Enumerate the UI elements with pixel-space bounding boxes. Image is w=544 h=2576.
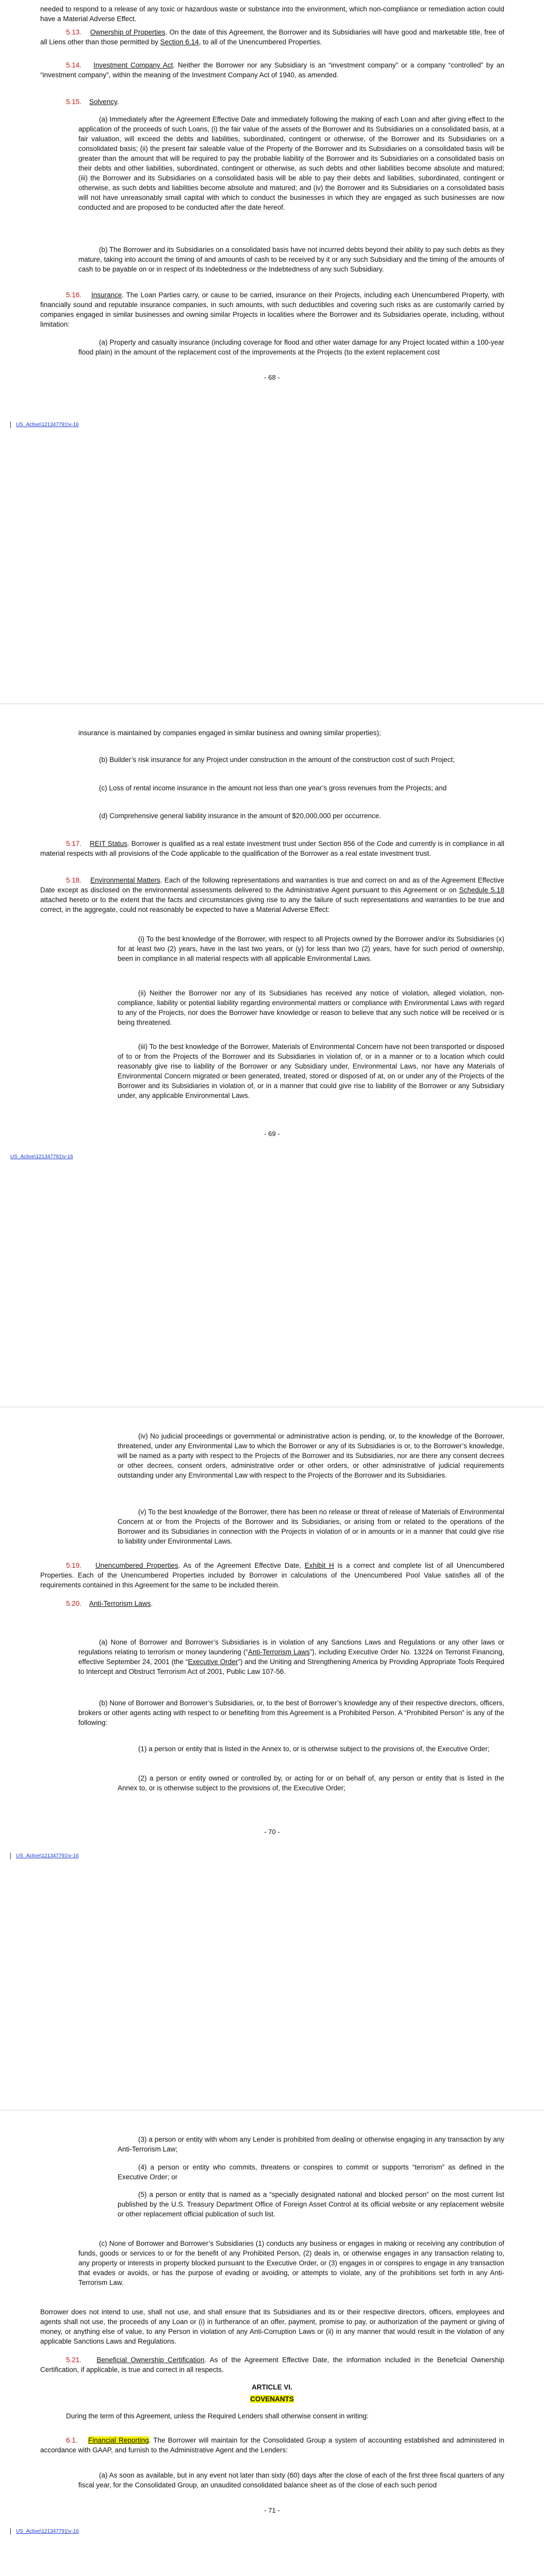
article-heading: ARTICLE VI.	[252, 2383, 292, 2391]
clause-5-15-b: (b) The Borrower and its Subsidiaries on a consolidated basis have not incurred debts beyond their ability to pay such debts as they mature, taking into account the timing of and amounts of cash to be received by it or any such Subsidiary and the timing of the amounts of cash to be payable on or in respect of its Indebtedness or the Indebtedness of any such Subsidiary.	[78, 246, 504, 273]
section-title: Environmental Matters	[90, 876, 160, 884]
clause-continued: insurance is maintained by companies engaged in similar business and owning similar properties);	[78, 729, 381, 737]
footer-doc-id	[10, 2528, 79, 2535]
section-number: 5.14.	[66, 61, 82, 69]
revision-bar	[10, 2528, 11, 2535]
section-reference: Exhibit H	[304, 1562, 334, 1569]
section-title: Unencumbered Properties	[95, 1562, 178, 1569]
section-title: Ownership of Properties	[90, 28, 166, 36]
clause-5-16-b: (b) Builder’s risk insurance for any Project under construction in the amount of the construction cost of such Project;	[99, 756, 455, 764]
clause-5-18-iv: (iv) No judicial proceedings or governmental or administrative action is pending, or, to the knowledge of the Borrower, threatened, under any Environmental Law to which the Borrower or any of its Subsidiaries is or, to the Borrower’s knowledge, will be named as a party with respect to the Projects of the Borrower and its Subsidiaries, nor are there any consent decrees or other decrees, consent orders, administrative order or other orders, or other administrative of judicial requirements outstanding under any Environmental Law with respect to the Projects of the Borrower and its Subsidiaries.	[118, 1432, 504, 1479]
section-title: Anti-Terrorism Laws	[89, 1600, 151, 1607]
footer-doc-id	[10, 1154, 73, 1160]
clause-5-20-b: (b) None of Borrower and Borrower’s Subsidiaries, or, to the best of Borrower’s knowledge any of their respective directors, officers, brokers or other agents acting with respect to or benefiting from this Agreement is a Prohibited Person. A “Prohibited Person” is any of the following:	[78, 1699, 504, 1726]
clause-5-18-i: (i) To the best knowledge of the Borrower, with respect to all Projects owned by the Borrower and/or its Subsidiaries (x) for at least two (2) years, have in the last two years, or (y) for less than two (2) years, have for such period of ownership, been in compliance in all material respects with all applicable Environmental Laws.	[118, 935, 504, 962]
section-5-20: 5.20. Anti-Terrorism Laws.	[66, 1600, 153, 1607]
page-71	[0, 2110, 544, 2576]
page-70	[0, 1406, 544, 2110]
section-5-13: 5.13. Ownership of Properties. On the date of this Agreement, the Borrower and its Subsidiaries will have good and marketable title, free of all Liens other than those permitted by Section 6.14, to all of the Unencumbered Properties.	[40, 28, 504, 46]
section-number: 5.13.	[66, 28, 82, 36]
clause-5-18-ii: (ii) Neither the Borrower nor any of its Subsidiaries has received any notice of violation, alleged violation, non-compliance, liability or potential liability regarding environmental matters or compliance with Environmental Laws with regard to any of the Projects, nor does the Borrower have knowledge or reason to believe that any such notice will be received or is being threatened.	[118, 989, 504, 1026]
section-6-1: 6.1. Financial Reporting. The Borrower will maintain for the Consolidated Group a system of accounting established and administered in accordance with GAAP, and furnish to the Administrative Agent and the Lenders:	[40, 2436, 504, 2454]
defined-term: Executive Order	[188, 1658, 238, 1666]
clause-5-20-b-2: (2) a person or entity owned or controlled by, or acting for or on behalf of, any person or entity that is listed in the Annex to, or is otherwise subject to the provisions of, the Executive Order;	[118, 1774, 504, 1792]
clause-5-18-v: (v) To the best knowledge of the Borrower, there has been no release or threat of release of Materials of Environmental Concern at or from the Projects of the Borrower and its Subsidiaries, or arising from or related to the operations of the Borrower and its Subsidiaries in connection with the Projects in violation of or in amounts or in a manner that could give rise to liability under Environmental Laws.	[118, 1508, 504, 1545]
doc-id-link[interactable]: US_Active\121347791\v-16	[10, 1154, 73, 1160]
section-number: 5.19.	[66, 1562, 82, 1569]
clause-6-1-a: (a) As soon as available, but in any event not later than sixty (60) days after the close of each of the first three fiscal quarters of any fiscal year, for the Consolidated Group, an unaudited consolidated balance sheet as of the close of each such period	[78, 2471, 504, 2489]
clause-5-20-b-4: (4) a person or entity who commits, threatens or conspires to commit or supports “terrorism” as defined in the Executive Order; or	[118, 2163, 504, 2181]
section-5-19: 5.19. Unencumbered Properties. As of the Agreement Effective Date, Exhibit H is a correct and complete list of all Unencumbered Properties. Each of the Unencumbered Properties included by Borrower in calculations of the Unencumbered Pool Value satisfies all of the requirements contained in this Agreement for the same to be included therein.	[40, 1562, 504, 1589]
clause-5-16-a: (a) Property and casualty insurance (including coverage for flood and other water damage for any Project located within a 100-year flood plain) in the amount of the replacement cost of the improvements at the Projects (to the extent replacement cost	[78, 338, 504, 356]
page-number: - 68 -	[264, 374, 280, 381]
footer-doc-id	[10, 421, 79, 428]
page-69	[0, 703, 544, 1406]
section-title: Insurance	[91, 291, 122, 299]
section-title: REIT Status	[90, 840, 127, 848]
section-5-14: 5.14. Investment Company Act. Neither the Borrower nor any Subsidiary is an “investment company” or a company “controlled” by an “investment company”, within the meaning of the Investment Company Act of 1940, as amended.	[40, 61, 504, 79]
section-number: 6.1.	[66, 2436, 78, 2444]
page-number: - 70 -	[264, 1828, 280, 1836]
section-reference: Schedule 5.18	[459, 886, 504, 894]
clause-5-20-b-3: (3) a person or entity with whom any Lender is prohibited from dealing or otherwise engaging in any transaction by any Anti-Terrorism Law;	[118, 2136, 504, 2153]
revision-bar	[10, 421, 11, 428]
section-number: 5.15.	[66, 98, 82, 106]
revision-bar	[10, 1853, 11, 1859]
section-5-18: 5.18. Environmental Matters. Each of the following representations and warranties is true and correct on and as of the Agreement Effective Date except as disclosed on the environmental assessments delivered to the Administrative Agent pursuant to this Agreement or on Schedule 5.18 attached hereto or to the extent that the facts and circumstances giving rise to any the failure of such representations and warranties to be true and correct, in the aggregate, could not reasonably be expected to have a Material Adverse Effect:	[40, 876, 504, 913]
paragraph-intro: needed to respond to a release of any toxic or hazardous waste or substance into the environment, which non-compliance or remediation action could have a Material Adverse Effect.	[40, 5, 504, 23]
section-number: 5.20.	[66, 1600, 82, 1607]
doc-id-link[interactable]: US_Active\121347791\v-16	[16, 422, 79, 428]
section-5-21: 5.21. Beneficial Ownership Certification. As of the Agreement Effective Date, the information included in the Beneficial Ownership Certification, if applicable, is true and correct in all respects.	[40, 2356, 504, 2374]
clause-5-20-a: (a) None of Borrower and Borrower’s Subsidiaries is in violation of any Sanctions Laws and Regulations or any other laws or regulations relating to terrorism or money laundering (“Anti-Terrorism Laws”), including Executive Order No. 13224 on Terrorist Financing, effective September 24, 2001 (the “Executive Order”) and the Uniting and Strengthening America by Providing Appropriate Tools Required to Intercept and Obstruct Terrorism Act of 2001, Public Law 107-56.	[78, 1638, 504, 1675]
page-number: - 71 -	[264, 2506, 280, 2514]
highlighted-text: COVENANTS	[250, 2395, 294, 2403]
page-number: - 69 -	[264, 1130, 280, 1138]
doc-id-link[interactable]: US_Active\121347791\v-16	[16, 1853, 79, 1859]
section-reference: Section 6.14	[160, 38, 199, 46]
section-title: Beneficial Ownership Certification	[96, 2356, 205, 2364]
covenants-heading	[0, 2395, 544, 2403]
section-number: 5.16.	[66, 291, 82, 299]
clause-5-16-d: (d) Comprehensive general liability insurance in the amount of $20,000,000 per occurrence.	[99, 812, 382, 820]
section-5-15: 5.15. Solvency.	[66, 98, 119, 106]
page-68	[0, 0, 544, 703]
defined-term: Anti-Terrorism Laws	[248, 1648, 310, 1656]
clause-5-20-b-5: (5) a person or entity that is named as a “specially designated national and blocked person” on the most current list published by the U.S. Treasury Department Office of Foreign Asset Control at its official website or any replacement website or other replacement official publication of such list.	[118, 2191, 504, 2218]
clause-5-20-c: (c) None of Borrower and Borrower’s Subsidiaries (1) conducts any business or engages in making or receiving any contribution of funds, goods or services to or for the benefit of any Prohibited Person, (2) deals in, or otherwise engages in any transaction relating to, any property or interests in property blocked pursuant to the Executive Order, or (3) engages in or conspires to engage in any transaction that evades or avoids, or has the purpose of evading or avoiding, or attempts to violate, any of the prohibitions set forth in any Anti-Terrorism Law.	[78, 2240, 504, 2286]
section-title: Financial Reporting	[88, 2436, 149, 2444]
section-number: 5.21.	[66, 2356, 82, 2364]
paragraph-covenants-intro: During the term of this Agreement, unless the Required Lenders shall otherwise consent in writing:	[66, 2412, 369, 2420]
section-5-16: 5.16. Insurance. The Loan Parties carry, or cause to be carried, insurance on their Projects, including each Unencumbered Property, with financially sound and reputable insurance companies, in such amounts, with such deductibles and covering such risks as are customarily carried by companies engaged in similar businesses and owning similar Projects in localities where the Borrower and its Subsidiaries operate, including, without limitation:	[40, 291, 504, 328]
clause-5-18-iii: (iii) To the best knowledge of the Borrower, Materials of Environmental Concern have not been transported or disposed of to or from the Projects of the Borrower and its Subsidiaries in violation of, or in a manner or to a location which could reasonably give rise to liability of the Borrower or any Subsidiary under, Environmental Laws, nor have any Materials of Environmental Concern migrated or been generated, treated, stored or disposed of at, on or under any of the Projects of the Borrower and its Subsidiaries in violation of, or in a manner that could give rise to liability of the Borrower or any Subsidiary under, any applicable Environmental Laws.	[118, 1043, 504, 1099]
section-5-17: 5.17. REIT Status. Borrower is qualified as a real estate investment trust under Section 856 of the Code and currently is in compliance in all material respects with all provisions of the Code applicable to the qualification of the Borrower as a real estate investment trust.	[40, 840, 504, 857]
doc-id-link[interactable]: US_Active\121347791\v-16	[16, 2529, 79, 2535]
clause-5-16-c: (c) Loss of rental income insurance in the amount not less than one year’s gross revenues from the Projects; and	[99, 784, 447, 792]
section-title: Investment Company Act	[93, 61, 173, 69]
section-title: Solvency	[89, 98, 117, 106]
clause-5-15-a: (a) Immediately after the Agreement Effective Date and immediately following the making of each Loan and after giving effect to the application of the proceeds of such Loans, (i) the fair value of the assets of the Borrower and its Subsidiaries on a consolidated basis, at a fair valuation, will exceed the debts and liabilities, subordinated, contingent or otherwise, of the Borrower and its Subsidiaries on a consolidated basis; (ii) the present fair saleable value of the Property of the Borrower and its Subsidiaries on a consolidated basis will be greater than the amount that will be required to pay the probable liability of the Borrower and its Subsidiaries on a consolidated basis on their debts and other liabilities, subordinated, contingent or otherwise, as such debts and other liabilities become absolute and matured; (iii) the Borrower and its Subsidiaries on a consolidated basis will be able to pay their debts and liabilities, subordinated, contingent or otherwise, as such debts and liabilities become absolute and matured; and (iv) the Borrower and its Subsidiaries on a consolidated basis will not have unreasonably small capital with which to conduct the businesses in which they are engaged as such businesses are now conducted and are proposed to be conducted after the date hereof.	[78, 115, 504, 211]
section-number: 5.18.	[66, 876, 82, 884]
clause-5-20-b-1: (1) a person or entity that is listed in the Annex to, or is otherwise subject to the provisions of, the Executive Order;	[138, 1745, 490, 1753]
footer-doc-id	[10, 1853, 79, 1859]
section-number: 5.17.	[66, 840, 82, 848]
paragraph-proceeds: Borrower does not intend to use, shall not use, and shall ensure that its Subsidiaries and its or their respective directors, officers, employees and agents shall not use, the proceeds of any Loan or (i) in furtherance of an offer, payment, promise to pay, or authorization of the payment or giving of money, or anything else of value, to any Person in violation of any Anti-Corruption Laws or (ii) in any manner that would result in the violation of any applicable Sanctions Laws and Regulations.	[40, 2308, 504, 2345]
